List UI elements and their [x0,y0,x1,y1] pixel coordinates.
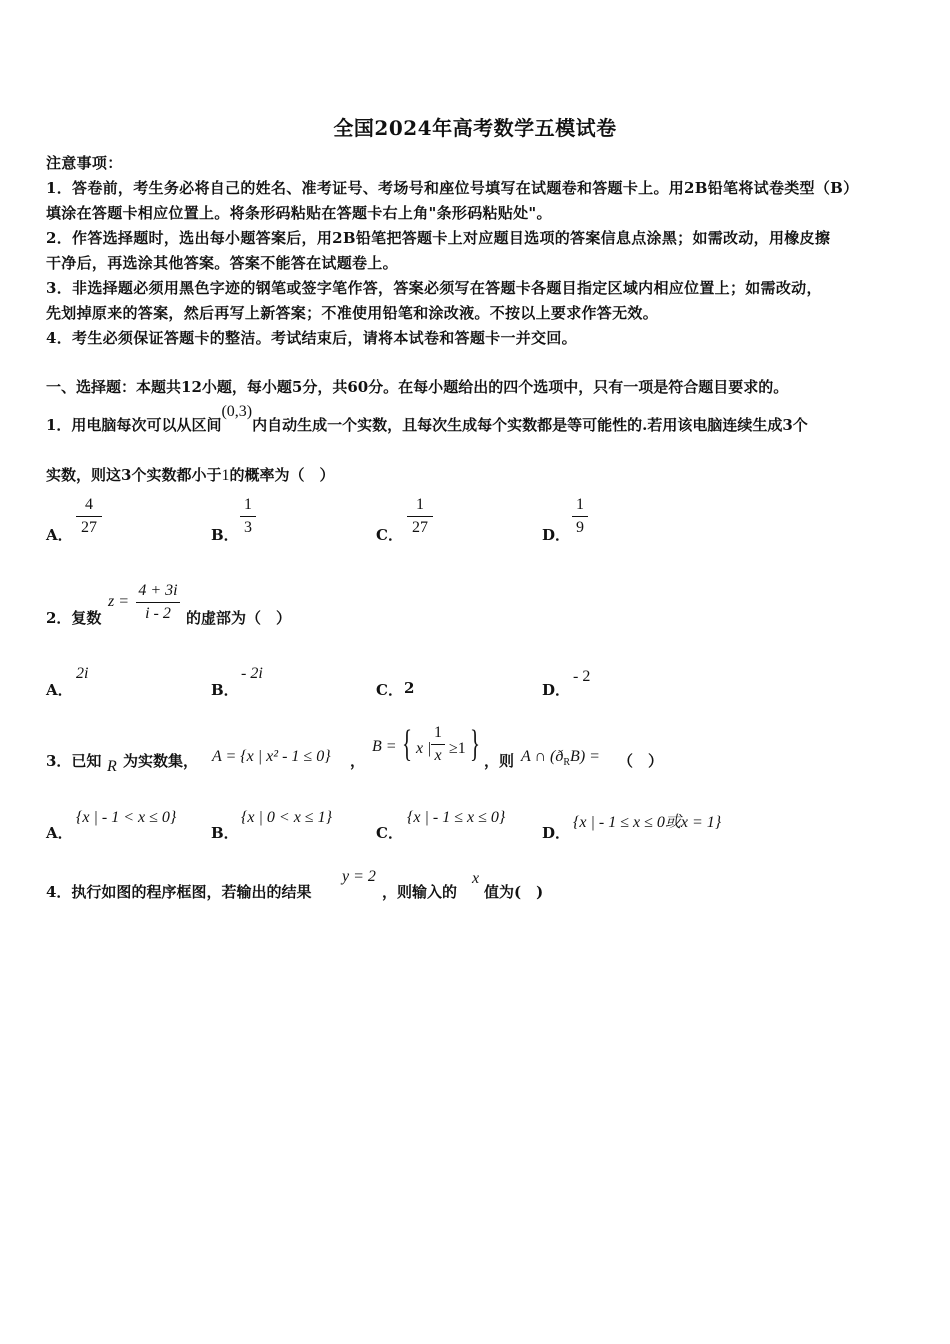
question-2-suffix: 的虚部为（ ） [186,609,292,627]
q1-option-b-label: B． [211,526,239,544]
q1-one: 1 [221,467,230,484]
q2-option-d-label: D． [542,681,571,699]
q3-option-d-label: D． [542,824,571,842]
q1-option-d-fraction: 1 9 [572,496,588,537]
q3-comma: ， [350,752,366,770]
question-2-prefix: 2．复数 [46,609,102,627]
q2-option-c-value: 2 [404,679,415,697]
section-heading: 一、选择题：本题共12小题，每小题5分，共60分。在每小题给出的四个选项中，只有一项是符合题目要求的。 [46,378,789,396]
q3-option-a-label: A． [46,824,73,842]
notice-heading: 注意事项： [46,154,123,172]
notice-line: 3．非选择题必须用黑色字迹的钢笔或签字笔作答，答案必须写在答题卡各题目指定区域内相应位置上；如需改动， [46,279,822,297]
q3-set-b-rhs: ≥1 [449,740,466,757]
question-1-text-line2: 实数，则这3个实数都小于1的概率为（ ） [46,466,335,484]
notice-line: 干净后，再选涂其他答案。答案不能答在试题卷上。 [46,254,398,272]
question-3-prefix: 3．已知 [46,752,102,770]
q2-option-b-label: B． [211,681,239,699]
q1-part2: 内自动生成一个实数，且每次生成每个实数都是等可能性的.若用该电脑连续生成3个 [252,416,808,434]
q1-option-b-fraction: 1 3 [240,496,256,537]
q4-y: y = 2 [342,868,376,885]
q1-option-c-fraction: 1 27 [407,496,433,537]
q3-option-b-label: B． [211,824,239,842]
question-3-part2: 为实数集， [123,752,199,770]
q2-option-d-value: - 2 [573,668,591,685]
q4-x: x [472,870,480,887]
notice-line: 4．考生必须保证答题卡的整洁。考试结束后，请将本试卷和答题卡一并交回。 [46,329,577,347]
q2-fraction: 4 + 3i i - 2 [136,582,180,623]
q3-right-brace: } [470,723,481,765]
page-title: 全国2024年高考数学五模试卷 [333,116,617,140]
notice-line: 2．作答选择题时，选出每小题答案后，用2B铅笔把答题卡上对应题目选项的答案信息点涂黑；如需改动，用橡皮擦 [46,229,831,247]
question-4-part3: 值为( ) [484,883,544,901]
q2-option-a-label: A． [46,681,73,699]
notice-line: 先划掉原来的答案，然后再写上新答案；不准使用铅笔和涂改液。不按以上要求作答无效。 [46,304,659,322]
q3-option-c-value: {x | - 1 ≤ x ≤ 0} [407,809,506,826]
q3-option-c-label: C． [376,824,403,842]
q3-expr: A ∩ $(ð_RB)$ = [521,748,600,769]
q1-option-a-fraction: 4 27 [76,496,102,537]
q3-part3: ，则 [484,752,515,770]
q1-part1: 1．用电脑每次可以从区间 [46,416,222,434]
q3-left-brace: { [402,723,413,765]
notice-line: 填涂在答题卡相应位置上。将条形码粘贴在答题卡右上角"条形码粘贴处"。 [46,204,552,222]
q3-option-a-value: {x | - 1 < x ≤ 0} [76,809,177,826]
q3-set-b-lhs: B = [372,738,397,755]
q3-R: R [107,758,117,775]
q3-set-a: A = {x | x² - 1 ≤ 0} [212,748,331,765]
q1-option-a-label: A． [46,526,73,544]
q3-set-b-fraction: 1 x [431,724,445,765]
question-4-prefix: 4．执行如图的程序框图，若输出的结果 [46,883,312,901]
q3-part4: （ ） [618,752,664,770]
q2-option-a-value: 2i [76,665,89,682]
q1-option-c-label: C． [376,526,403,544]
question-1-text [46,403,808,435]
q1-interval: (0,3) [221,403,253,420]
q3-option-b-value: {x | 0 < x ≤ 1} [241,809,332,826]
q1-option-d-label: D． [542,526,571,544]
q2-option-b-value: - 2i [241,665,263,682]
q2-option-c-label: C． [376,681,403,699]
question-4-part2: ，则输入的 [382,883,458,901]
q3-option-d-value: {x | - 1 ≤ x ≤ 0或x = 1} [573,814,722,831]
notice-line: 1．答卷前，考生务必将自己的姓名、准考证号、考场号和座位号填写在试题卷和答题卡上。用2B铅笔将试卷类型（B） [46,179,859,197]
q3-set-b-var: x | [416,740,432,757]
q2-lhs: z = [108,593,130,610]
